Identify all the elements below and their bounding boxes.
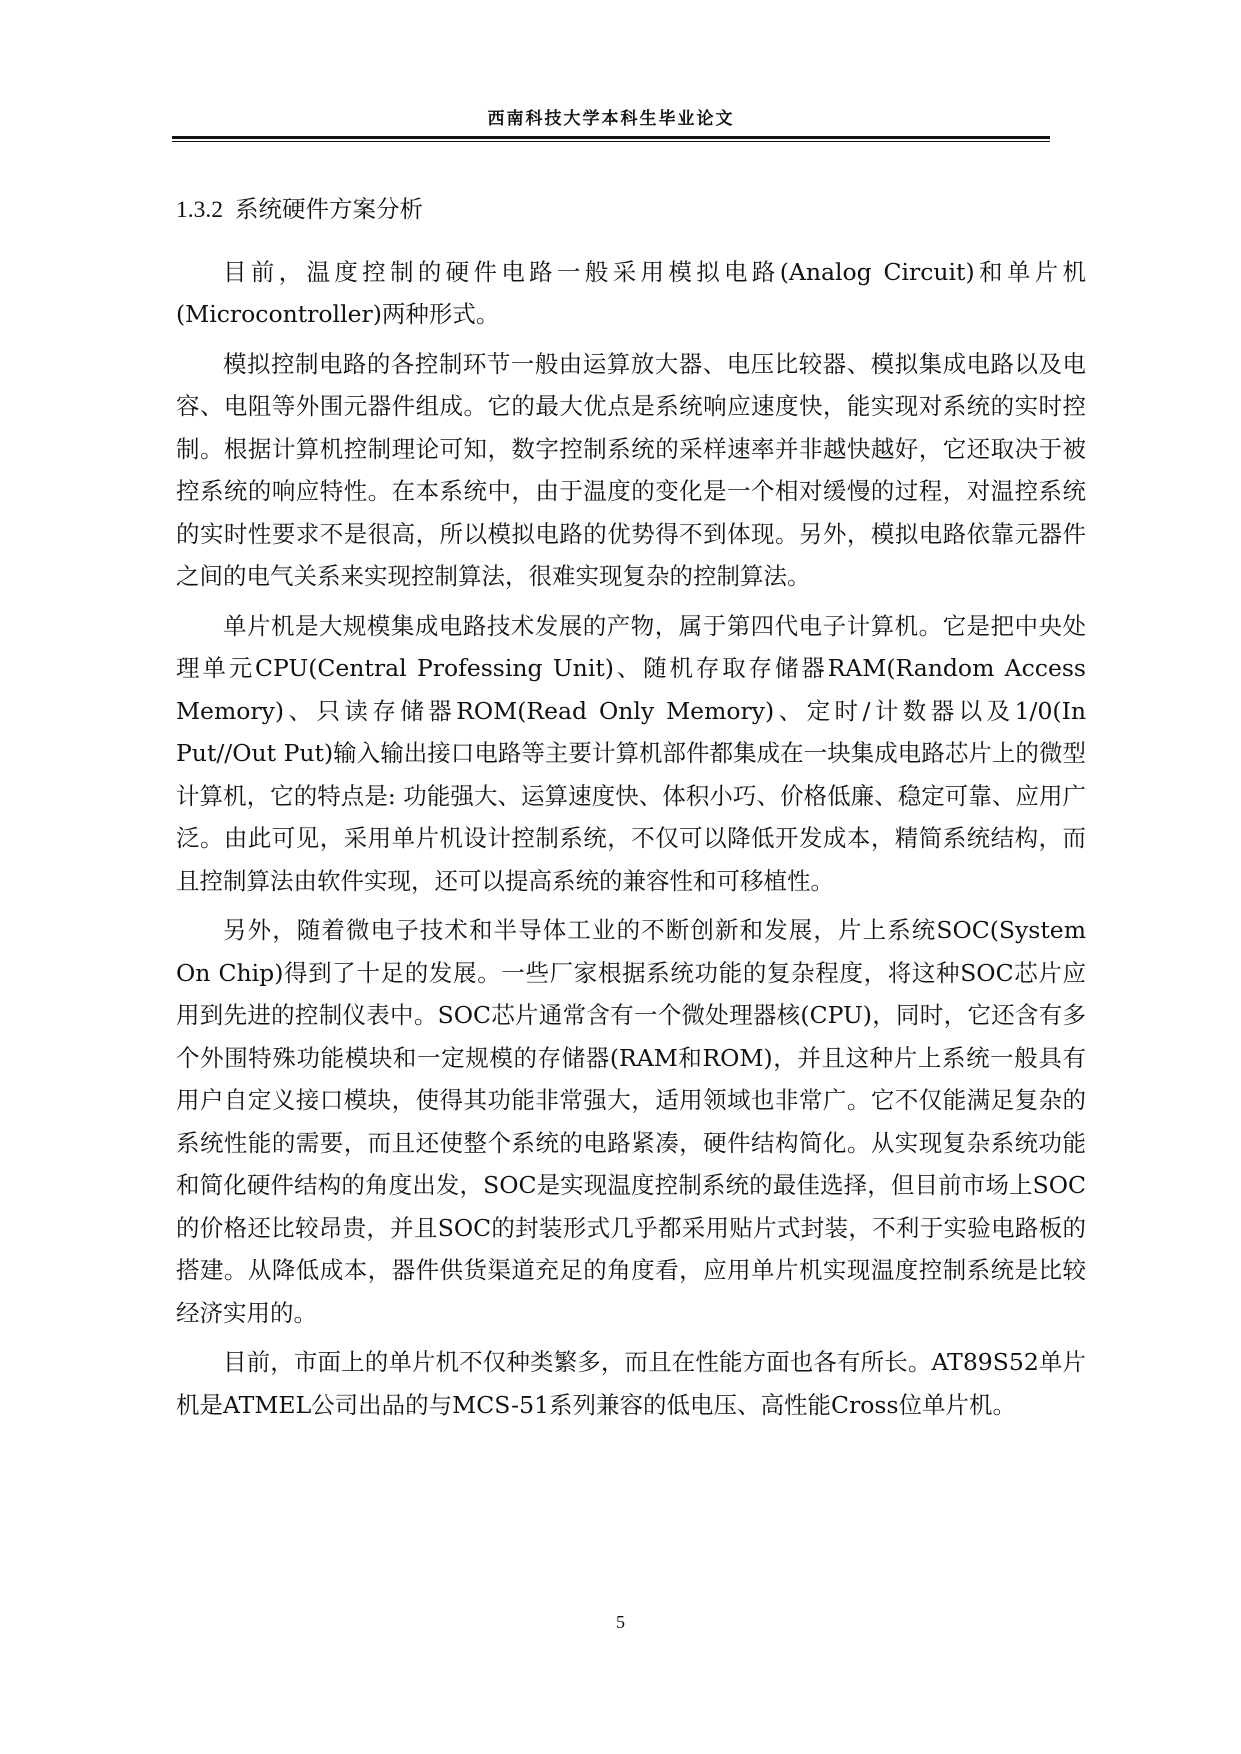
section-number: 1.3.2 (176, 197, 223, 223)
paragraph-hardware-forms: 目前，温度控制的硬件电路一般采用模拟电路(Analog Circuit)和单片机(Microcontroller)两种形式。 (176, 257, 1086, 328)
document-body (176, 188, 1086, 1433)
section-title: 系统硬件方案分析 (235, 195, 423, 223)
page-header-title: 西南科技大学本科生毕业论文 (487, 109, 735, 129)
paragraph-microcontroller: 单片机是大规模集成电路技术发展的产物，属于第四代电子计算机。它是把中央处理单元CPU(Central Professing Unit)、随机存取存储器RAM(Random Access Memory)、只读存储器ROM(Read Only Memory)、定时/计数器以及1/0(In Put//Out Put)输入输出接口电路等主要计算机部件都集成在一块集成电路芯片上的微型计算机，它的特点是: 功能强大、运算速度快、体积小巧、价格低廉、稳定可靠、应用广泛。由此可见，采用单片机设计控制系统，不仅可以降低开发成本，精简系统结构，而且控制算法由软件实现，还可以提高系统的兼容性和可移植性。 (176, 611, 1086, 895)
header-rule-thin (172, 141, 1050, 142)
section-heading (176, 188, 1086, 231)
page-number: 5 (616, 1612, 625, 1632)
header-rule-thick (172, 136, 1050, 139)
paragraph-at89s52: 目前，市面上的单片机不仅种类繁多，而且在性能方面也各有所长。AT89S52单片机是ATMEL公司出品的与MCS-51系列兼容的低电压、高性能Cross位单片机。 (176, 1348, 1086, 1419)
paragraph-analog-circuit: 模拟控制电路的各控制环节一般由运算放大器、电压比较器、模拟集成电路以及电容、电阻等外围元器件组成。它的最大优点是系统响应速度快，能实现对系统的实时控制。根据计算机控制理论可知，数字控制系统的采样速率并非越快越好，它还取决于被控系统的响应特性。在本系统中，由于温度的变化是一个相对缓慢的过程，对温控系统的实时性要求不是很高，所以模拟电路的优势得不到体现。另外，模拟电路依靠元器件之间的电气关系来实现控制算法，很难实现复杂的控制算法。 (176, 349, 1086, 590)
paragraph-soc: 另外，随着微电子技术和半导体工业的不断创新和发展，片上系统SOC(System On Chip)得到了十足的发展。一些厂家根据系统功能的复杂程度，将这种SOC芯片应用到先进的控制仪表中。SOC芯片通常含有一个微处理器核(CPU)，同时，它还含有多个外围特殊功能模块和一定规模的存储器(RAM和ROM)，并且这种片上系统一般具有用户自定义接口模块，使得其功能非常强大，适用领域也非常广。它不仅能满足复杂的系统性能的需要，而且还使整个系统的电路紧凑，硬件结构简化。从实现复杂系统功能和简化硬件结构的角度出发，SOC是实现温度控制系统的最佳选择，但目前市场上SOC的价格还比较昂贵，并且SOC的封装形式几乎都采用贴片式封装，不利于实验电路板的搭建。从降低成本，器件供货渠道充足的角度看，应用单片机实现温度控制系统是比较经济实用的。 (176, 916, 1086, 1327)
